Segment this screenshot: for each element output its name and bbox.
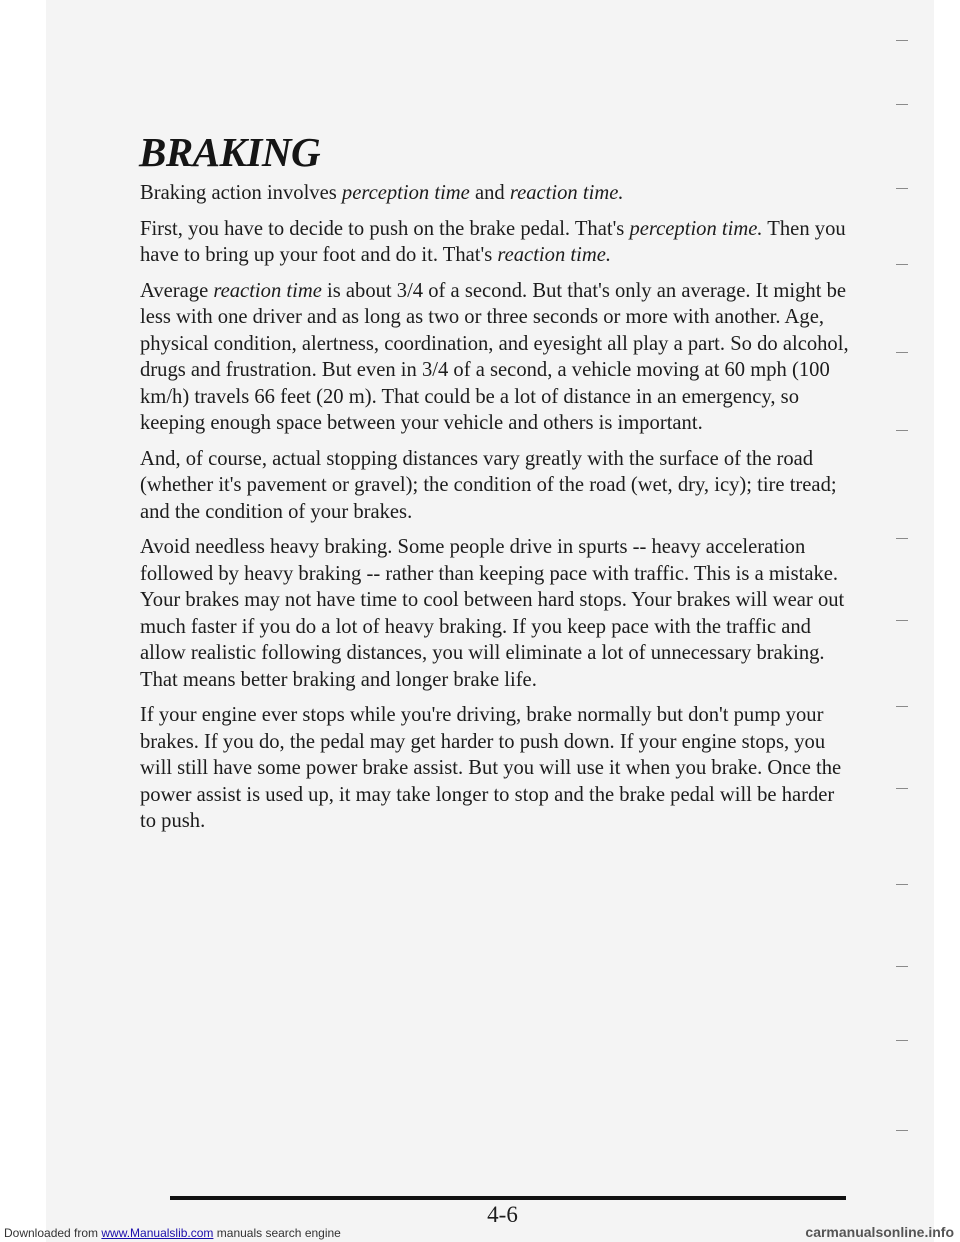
text-run: Average: [140, 279, 214, 302]
italic-term: perception time.: [629, 217, 763, 240]
italic-term: reaction time: [213, 279, 322, 302]
body-paragraph: [140, 180, 852, 207]
footer-rule: [170, 1196, 846, 1200]
italic-term: reaction time.: [509, 182, 624, 204]
footer-suffix: manuals search engine: [213, 1226, 341, 1240]
text-run: If your engine ever stops while you're driving, brake normally but don't pump your brakes. If you do, the pedal may get harder to push down. If your engine stops, you will still have some power brake assist. But you will use it when you brake. Once the power assist is used up, it may take longer to stop and the brake pedal will be harder to push.: [140, 704, 842, 832]
text-run: and: [469, 182, 510, 204]
page-left-margin: [0, 0, 46, 1242]
page-right-margin: [934, 0, 960, 1242]
text-run: Avoid needless heavy braking. Some people drive in spurts -- heavy acceleration followed by heavy braking -- rather than keeping pace with traffic. This is a mistake. Your brakes may not have time to cool between hard stops. Your brakes will wear out much faster if you do a lot of heavy braking. If you keep pace with the traffic and allow realistic following distances, you will eliminate a lot of unnecessary braking. That means better braking and longer brake life.: [140, 536, 845, 691]
italic-term: reaction time.: [497, 244, 611, 266]
body-paragraph: [140, 702, 852, 835]
text-run: Braking action involves: [140, 182, 342, 204]
body-paragraph: [140, 216, 852, 269]
margin-tick-marks: [896, 0, 920, 1242]
text-run: First, you have to decide to push on the brake pedal. That's: [140, 217, 630, 240]
body-paragraph: [140, 534, 852, 693]
body-paragraph: [140, 446, 852, 526]
body-paragraph: [140, 278, 852, 437]
watermark-text: carmanualsonline.info: [805, 1224, 954, 1240]
section-heading: BRAKING: [139, 129, 321, 175]
page-number: 4-6: [487, 1202, 518, 1227]
italic-term: perception time: [341, 182, 470, 204]
body-text: [140, 180, 852, 844]
text-run: Then you have to bring up your foot and do it. That's: [140, 217, 846, 266]
manualslib-link[interactable]: www.Manualslib.com: [101, 1226, 214, 1240]
text-run: is about 3/4 of a second. But that's only an average. It might be less with one driver and as long as two or three seconds or more with another. Age, physical condition, alertness, coordination, and eyesight all play a part. So do alcohol, drugs and frustration. But even in 3/4 of a second, a vehicle moving at 60 mph (100 km/h) travels 66 feet (20 m). That could be a lot of distance in an emergency, so keeping enough space between your vehicle and others is important.: [140, 279, 849, 434]
download-footer: [4, 1226, 341, 1240]
text-run: And, of course, actual stopping distances vary greatly with the surface of the road (whether it's pavement or gravel); the condition of the road (wet, dry, icy); tire tread; and the condition of your brakes.: [140, 447, 837, 523]
footer-prefix: Downloaded from: [4, 1226, 102, 1240]
